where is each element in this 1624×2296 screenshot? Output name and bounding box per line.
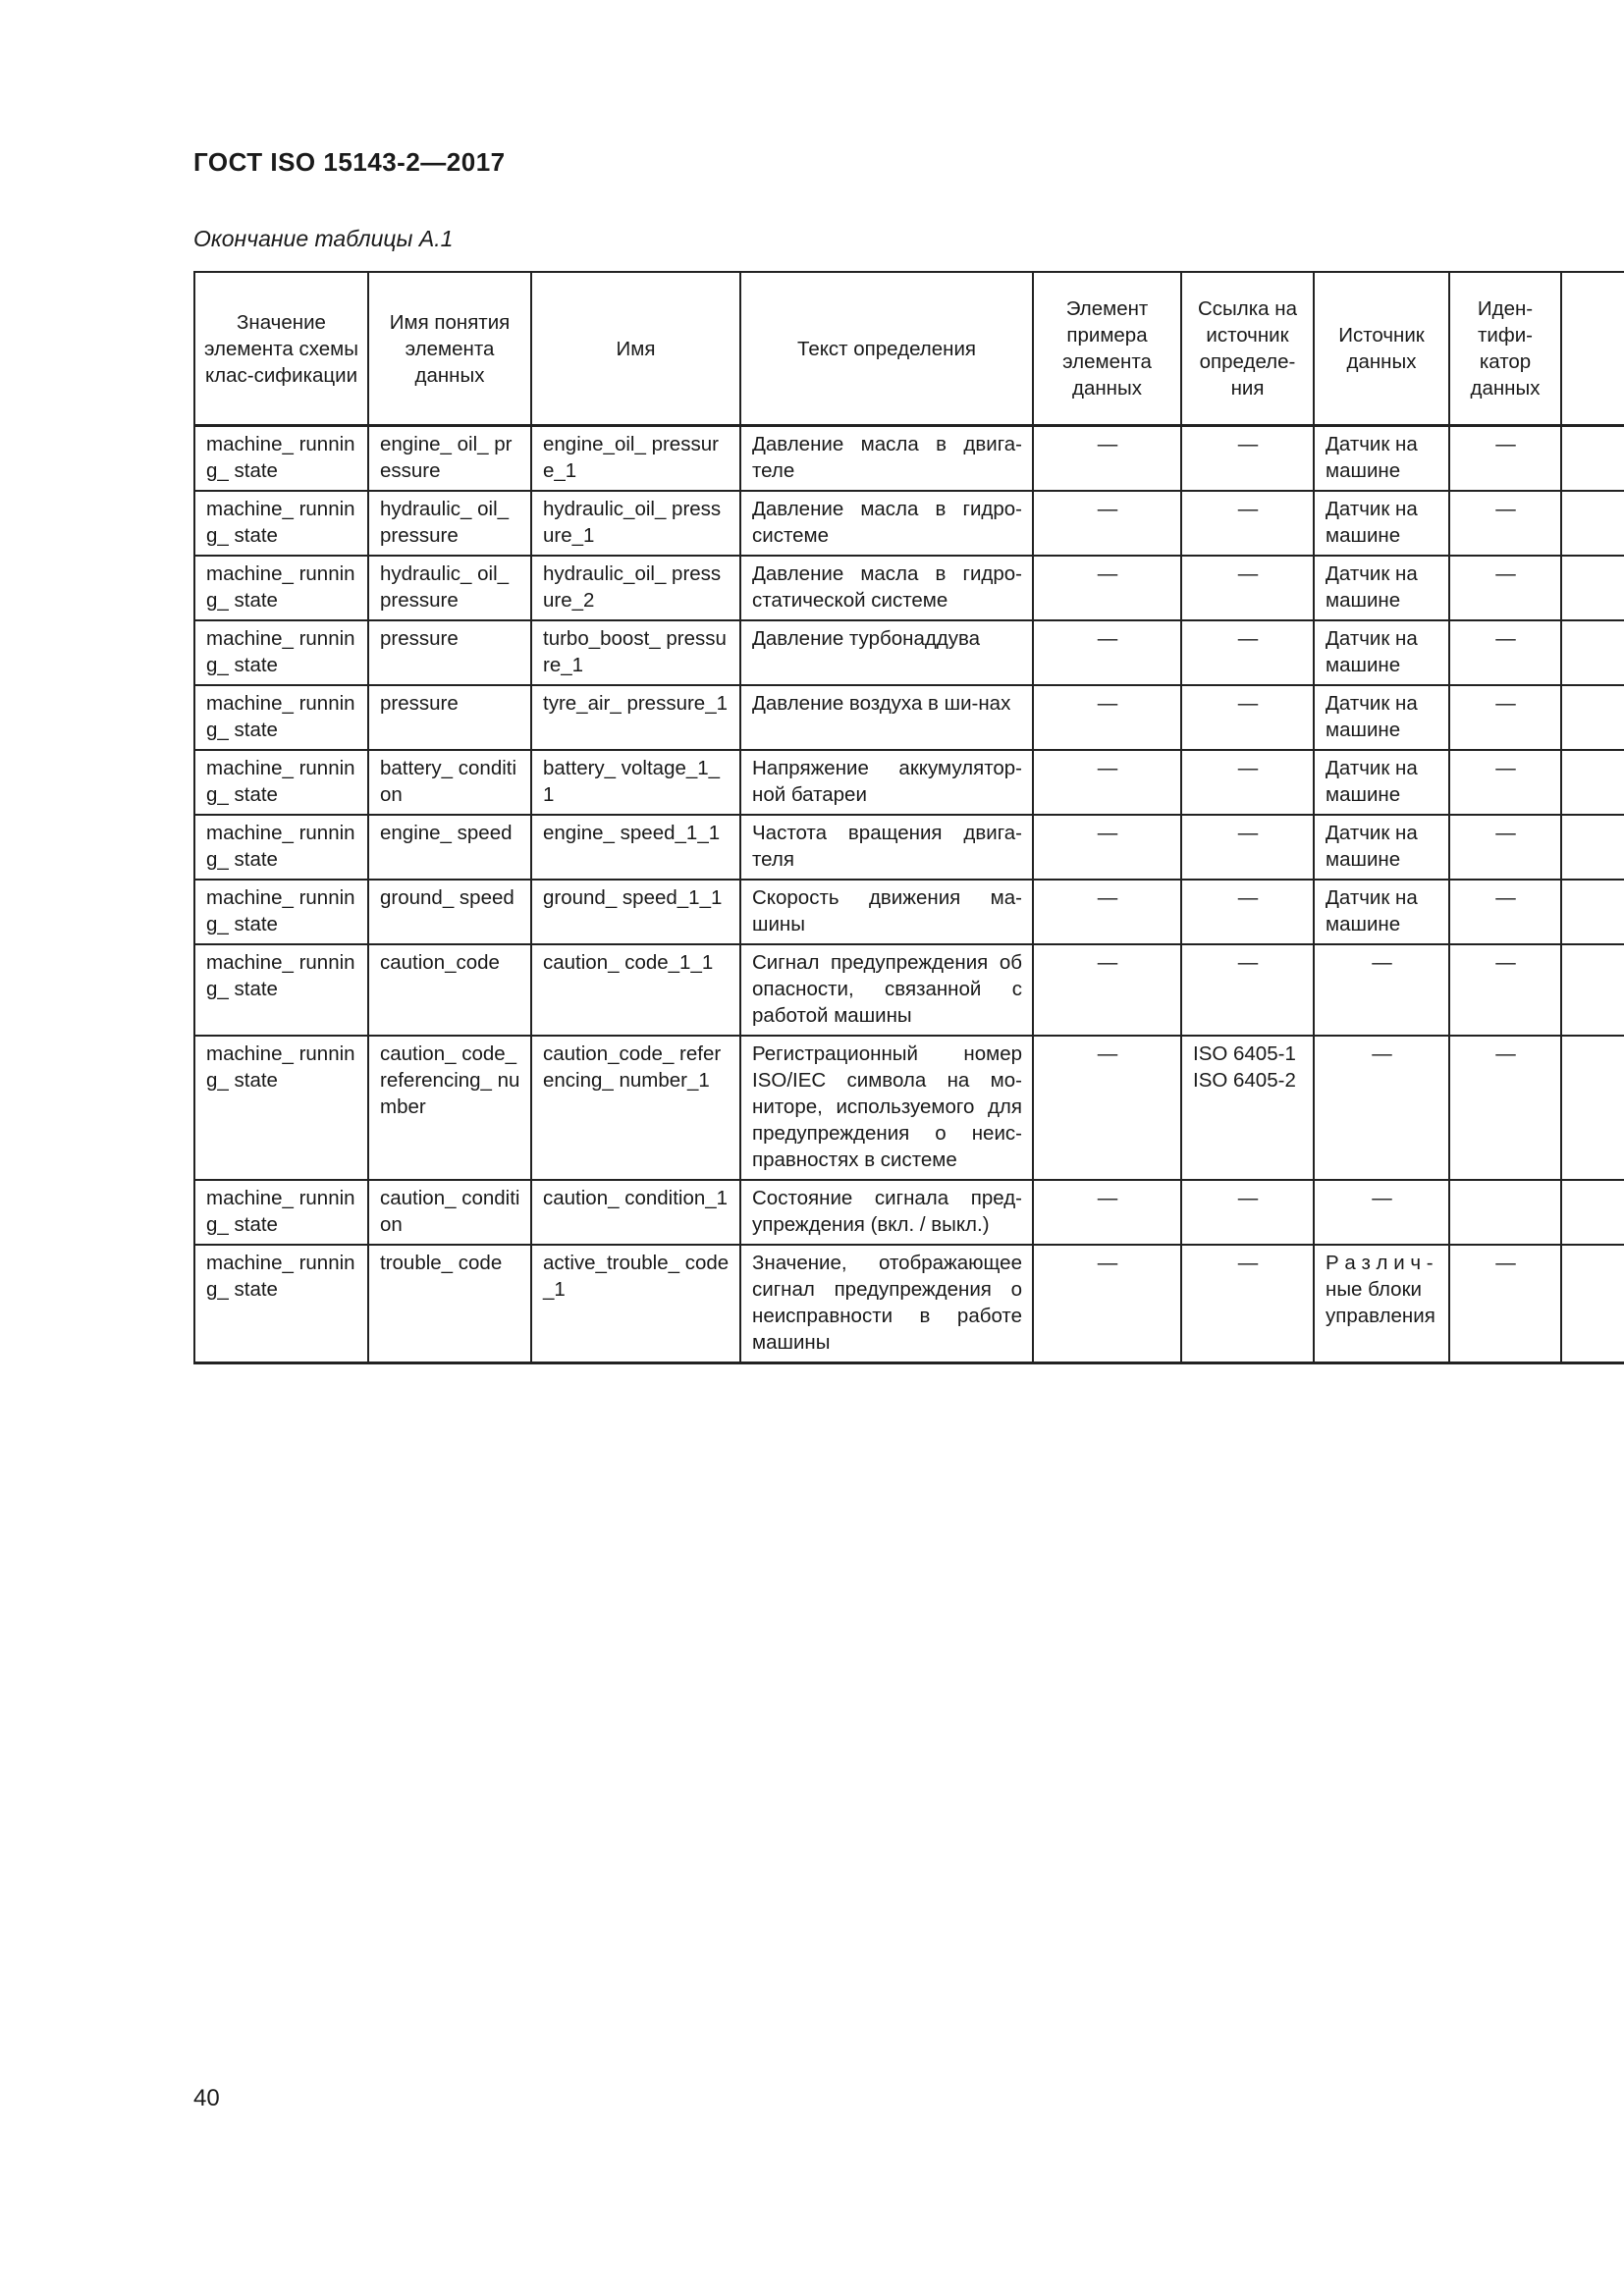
table-row [194, 426, 1624, 492]
document-title: ГОСТ ISO 15143-2—2017 [193, 147, 506, 177]
table-cell [1314, 491, 1449, 556]
cell-text: machine_ running_ state [206, 498, 355, 547]
table-cell [1033, 426, 1181, 492]
cell-text: Давление масла в гидро-статической системе [752, 562, 1022, 612]
cell-text: Регистрационный номер ISO/IEC символа на мо-ниторе, используемого для предупреждения о неис-правностях в системе [752, 1042, 1022, 1171]
table-cell [368, 556, 531, 620]
table-cell [531, 815, 740, 880]
cell-text: — [1495, 692, 1516, 715]
table-cell [740, 1180, 1033, 1245]
table-cell [1181, 620, 1314, 685]
table-cell [1181, 1036, 1314, 1180]
cell-text: — [1495, 951, 1516, 974]
cell-text: caution_ code_ referencing_ number [380, 1042, 520, 1118]
table-cell [1449, 750, 1561, 815]
cell-text: — [1097, 886, 1118, 909]
cell-text: machine_ running_ state [206, 1042, 355, 1092]
cell-text: machine_ running_ state [206, 757, 355, 806]
table-cell [1449, 491, 1561, 556]
cell-text: — [1097, 757, 1118, 779]
table-cell [1561, 685, 1624, 750]
table-body [194, 426, 1624, 1363]
table-cell [740, 426, 1033, 492]
cell-text: — [1237, 433, 1259, 455]
table-cell [194, 1036, 368, 1180]
table-cell [1449, 815, 1561, 880]
table-cell [1314, 1036, 1449, 1180]
table-cell [368, 1180, 531, 1245]
cell-text: — [1097, 951, 1118, 974]
table-cell [531, 750, 740, 815]
cell-text: — [1237, 822, 1259, 844]
cell-text: Датчик на машине [1326, 757, 1418, 806]
table-cell [1033, 556, 1181, 620]
table-cell [1033, 750, 1181, 815]
column-header: Источник данных [1314, 272, 1449, 426]
table-row [194, 685, 1624, 750]
cell-text: — [1097, 1252, 1118, 1274]
table-cell [1449, 1036, 1561, 1180]
cell-text: — [1372, 1187, 1392, 1209]
cell-text: caution_ condition [380, 1187, 520, 1236]
cell-text: — [1495, 433, 1516, 455]
column-header: Элемент примера элемента данных [1033, 272, 1181, 426]
cell-text: — [1237, 951, 1259, 974]
table-cell [1449, 1245, 1561, 1363]
cell-text: Датчик на машине [1326, 692, 1418, 741]
cell-text: Напряжение аккумулятор-ной батареи [752, 757, 1022, 806]
table-cell [531, 556, 740, 620]
table-cell [740, 556, 1033, 620]
cell-text: engine_ speed_1_1 [543, 822, 721, 844]
cell-text: — [1097, 433, 1118, 455]
cell-text: — [1237, 692, 1259, 715]
table-cell [368, 426, 531, 492]
table-cell [1314, 815, 1449, 880]
cell-text: — [1097, 822, 1118, 844]
table-cell [1449, 1180, 1561, 1245]
table-cell [1449, 685, 1561, 750]
cell-text: turbo_boost_ pressure_1 [543, 627, 727, 676]
table-cell [740, 1036, 1033, 1180]
cell-text: machine_ running_ state [206, 562, 355, 612]
cell-text: hydraulic_oil_ pressure_1 [543, 498, 722, 547]
table-cell [1314, 556, 1449, 620]
table-cell [1033, 815, 1181, 880]
cell-text: machine_ running_ state [206, 951, 355, 1000]
table-cell [1181, 750, 1314, 815]
cell-text: caution_code_ referencing_ number_1 [543, 1042, 722, 1092]
table-cell [531, 944, 740, 1036]
table-cell [1561, 880, 1624, 944]
cell-text: — [1495, 627, 1516, 650]
cell-text: engine_ speed [380, 822, 513, 844]
table-cell [1033, 685, 1181, 750]
table-row [194, 1245, 1624, 1363]
table-cell [1314, 880, 1449, 944]
table-cell [368, 491, 531, 556]
cell-text: machine_ running_ state [206, 822, 355, 871]
table-cell [531, 1036, 740, 1180]
table-cell [368, 880, 531, 944]
cell-text: hydraulic_oil_ pressure_2 [543, 562, 722, 612]
table-cell [1561, 620, 1624, 685]
table-cell [1449, 556, 1561, 620]
cell-text: — [1372, 1042, 1392, 1065]
table-cell [194, 750, 368, 815]
table-cell [1314, 426, 1449, 492]
table-cell [368, 815, 531, 880]
cell-text: Значение, отображающее сигнал предупреждения о неисправности в работе машины [752, 1252, 1022, 1354]
table-cell [1449, 426, 1561, 492]
table-cell [368, 620, 531, 685]
cell-text: pressure [380, 692, 459, 715]
cell-text: — [1097, 1042, 1118, 1065]
table-cell [1314, 1180, 1449, 1245]
cell-text: — [1237, 627, 1259, 650]
table-row [194, 620, 1624, 685]
table-row [194, 556, 1624, 620]
table-cell [740, 491, 1033, 556]
table-row [194, 491, 1624, 556]
table-cell [740, 750, 1033, 815]
table-cell [1033, 1180, 1181, 1245]
table-cell [194, 556, 368, 620]
cell-text: machine_ running_ state [206, 886, 355, 935]
cell-text: — [1237, 886, 1259, 909]
cell-text: Датчик на машине [1326, 886, 1418, 935]
table-cell [1181, 556, 1314, 620]
table-cell [1561, 1180, 1624, 1245]
table-cell [1181, 426, 1314, 492]
table-row [194, 944, 1624, 1036]
cell-text: — [1495, 822, 1516, 844]
cell-text: — [1097, 627, 1118, 650]
table-cell [194, 620, 368, 685]
table-cell [1314, 944, 1449, 1036]
table-cell [1314, 1245, 1449, 1363]
cell-text: hydraulic_ oil_ pressure [380, 562, 510, 612]
table-cell [1314, 750, 1449, 815]
cell-text: active_trouble_ code_1 [543, 1252, 730, 1301]
cell-text: battery_ condition [380, 757, 517, 806]
table-cell [368, 1036, 531, 1180]
table-cell [1449, 944, 1561, 1036]
cell-text: ground_ speed_1_1 [543, 886, 723, 909]
table-cell [740, 944, 1033, 1036]
table-cell [531, 1180, 740, 1245]
table-cell [1033, 944, 1181, 1036]
table-cell [740, 1245, 1033, 1363]
cell-text: — [1495, 498, 1516, 520]
cell-text: Частота вращения двига-теля [752, 822, 1022, 871]
cell-text: caution_ code_1_1 [543, 951, 714, 974]
cell-text: Р а з л и ч - ные блоки управления [1326, 1252, 1435, 1327]
cell-text: Скорость движения ма-шины [752, 886, 1022, 935]
table-caption: Окончание таблицы А.1 [193, 226, 454, 251]
table-cell [194, 944, 368, 1036]
column-header: Имя [531, 272, 740, 426]
table-cell [740, 880, 1033, 944]
cell-text: Датчик на машине [1326, 627, 1418, 676]
cell-text: ground_ speed [380, 886, 514, 909]
table-cell [531, 880, 740, 944]
table-cell [194, 880, 368, 944]
table-cell [740, 685, 1033, 750]
table-cell [194, 1245, 368, 1363]
cell-text: Датчик на машине [1326, 433, 1418, 482]
cell-text: — [1237, 1252, 1259, 1274]
column-header: Имя понятия элемента данных [368, 272, 531, 426]
cell-text: Датчик на машине [1326, 822, 1418, 871]
column-header [1561, 272, 1624, 426]
table-cell [1181, 815, 1314, 880]
cell-text: tyre_air_ pressure_1 [543, 692, 729, 715]
cell-text: battery_ voltage_1_1 [543, 757, 721, 806]
table-row [194, 1180, 1624, 1245]
table-cell [1181, 1180, 1314, 1245]
table-cell [531, 685, 740, 750]
table-cell [1561, 556, 1624, 620]
cell-text: — [1495, 562, 1516, 585]
cell-text: — [1097, 562, 1118, 585]
cell-text: machine_ running_ state [206, 1252, 355, 1301]
table-cell [1561, 491, 1624, 556]
table-cell [1181, 491, 1314, 556]
table-cell [1561, 815, 1624, 880]
cell-text: — [1495, 757, 1516, 779]
table-cell [1033, 880, 1181, 944]
cell-text: — [1097, 1187, 1118, 1209]
cell-text: — [1097, 692, 1118, 715]
table-row [194, 1036, 1624, 1180]
table-cell [531, 1245, 740, 1363]
table-cell [531, 491, 740, 556]
cell-text: machine_ running_ state [206, 1187, 355, 1236]
cell-text: trouble_ code [380, 1252, 503, 1274]
table-cell [368, 685, 531, 750]
table-cell [1181, 944, 1314, 1036]
table-cell [1314, 685, 1449, 750]
table-cell [1033, 491, 1181, 556]
cell-text: — [1237, 757, 1259, 779]
table-container [193, 271, 1624, 1364]
cell-text: Давление масла в двига-теле [752, 433, 1022, 482]
cell-text: — [1495, 886, 1516, 909]
column-header: Текст определения [740, 272, 1033, 426]
table-cell [194, 685, 368, 750]
table-row [194, 750, 1624, 815]
column-header: Иден-тифи-катор данных [1449, 272, 1561, 426]
cell-text: — [1097, 498, 1118, 520]
table-cell [1314, 620, 1449, 685]
cell-text: machine_ running_ state [206, 627, 355, 676]
cell-text: — [1237, 562, 1259, 585]
table-row [194, 815, 1624, 880]
table-cell [368, 1245, 531, 1363]
cell-text: Состояние сигнала пред-упреждения (вкл. / выкл.) [752, 1187, 1022, 1236]
table-cell [368, 750, 531, 815]
table-cell [1033, 620, 1181, 685]
cell-text: Давление воздуха в ши-нах [752, 692, 1011, 715]
table-cell [1561, 750, 1624, 815]
table-cell [194, 1180, 368, 1245]
column-header: Ссылка на источник определе-ния [1181, 272, 1314, 426]
table-cell [194, 491, 368, 556]
table-cell [194, 815, 368, 880]
column-header: Значение элемента схемы клас-сификации [194, 272, 368, 426]
cell-text: engine_ oil_ pressure [380, 433, 513, 482]
table-cell [1561, 1036, 1624, 1180]
page-number: 40 [193, 2085, 220, 2111]
cell-text: pressure [380, 627, 459, 650]
table-cell [531, 620, 740, 685]
cell-text: Сигнал предупреждения об опасности, связанной с работой машины [752, 951, 1022, 1027]
cell-text: — [1237, 498, 1259, 520]
cell-text: — [1372, 951, 1392, 974]
table-cell [1449, 620, 1561, 685]
table-cell [1561, 944, 1624, 1036]
cell-text: Датчик на машине [1326, 562, 1418, 612]
table-cell [740, 815, 1033, 880]
cell-text: ISO 6405-1 ISO 6405-2 [1193, 1042, 1296, 1092]
table-cell [1181, 685, 1314, 750]
cell-text: Датчик на машине [1326, 498, 1418, 547]
table-cell [1561, 426, 1624, 492]
cell-text: caution_ condition_1 [543, 1187, 729, 1209]
cell-text: — [1237, 1187, 1259, 1209]
data-table [193, 271, 1624, 1364]
cell-text: machine_ running_ state [206, 692, 355, 741]
table-cell [1449, 880, 1561, 944]
table-row [194, 880, 1624, 944]
table-cell [1033, 1245, 1181, 1363]
cell-text: — [1495, 1252, 1516, 1274]
table-cell [1033, 1036, 1181, 1180]
cell-text: — [1495, 1042, 1516, 1065]
cell-text: machine_ running_ state [206, 433, 355, 482]
table-cell [368, 944, 531, 1036]
table-cell [740, 620, 1033, 685]
cell-text: hydraulic_ oil_ pressure [380, 498, 510, 547]
cell-text: caution_code [380, 951, 500, 974]
table-cell [1181, 1245, 1314, 1363]
cell-text: Давление масла в гидро-системе [752, 498, 1022, 547]
table-cell [1181, 880, 1314, 944]
cell-text: Давление турбонаддува [752, 627, 981, 650]
table-cell [194, 426, 368, 492]
table-cell [531, 426, 740, 492]
table-header-row [194, 272, 1624, 426]
table-cell [1561, 1245, 1624, 1363]
cell-text: engine_oil_ pressure_1 [543, 433, 719, 482]
